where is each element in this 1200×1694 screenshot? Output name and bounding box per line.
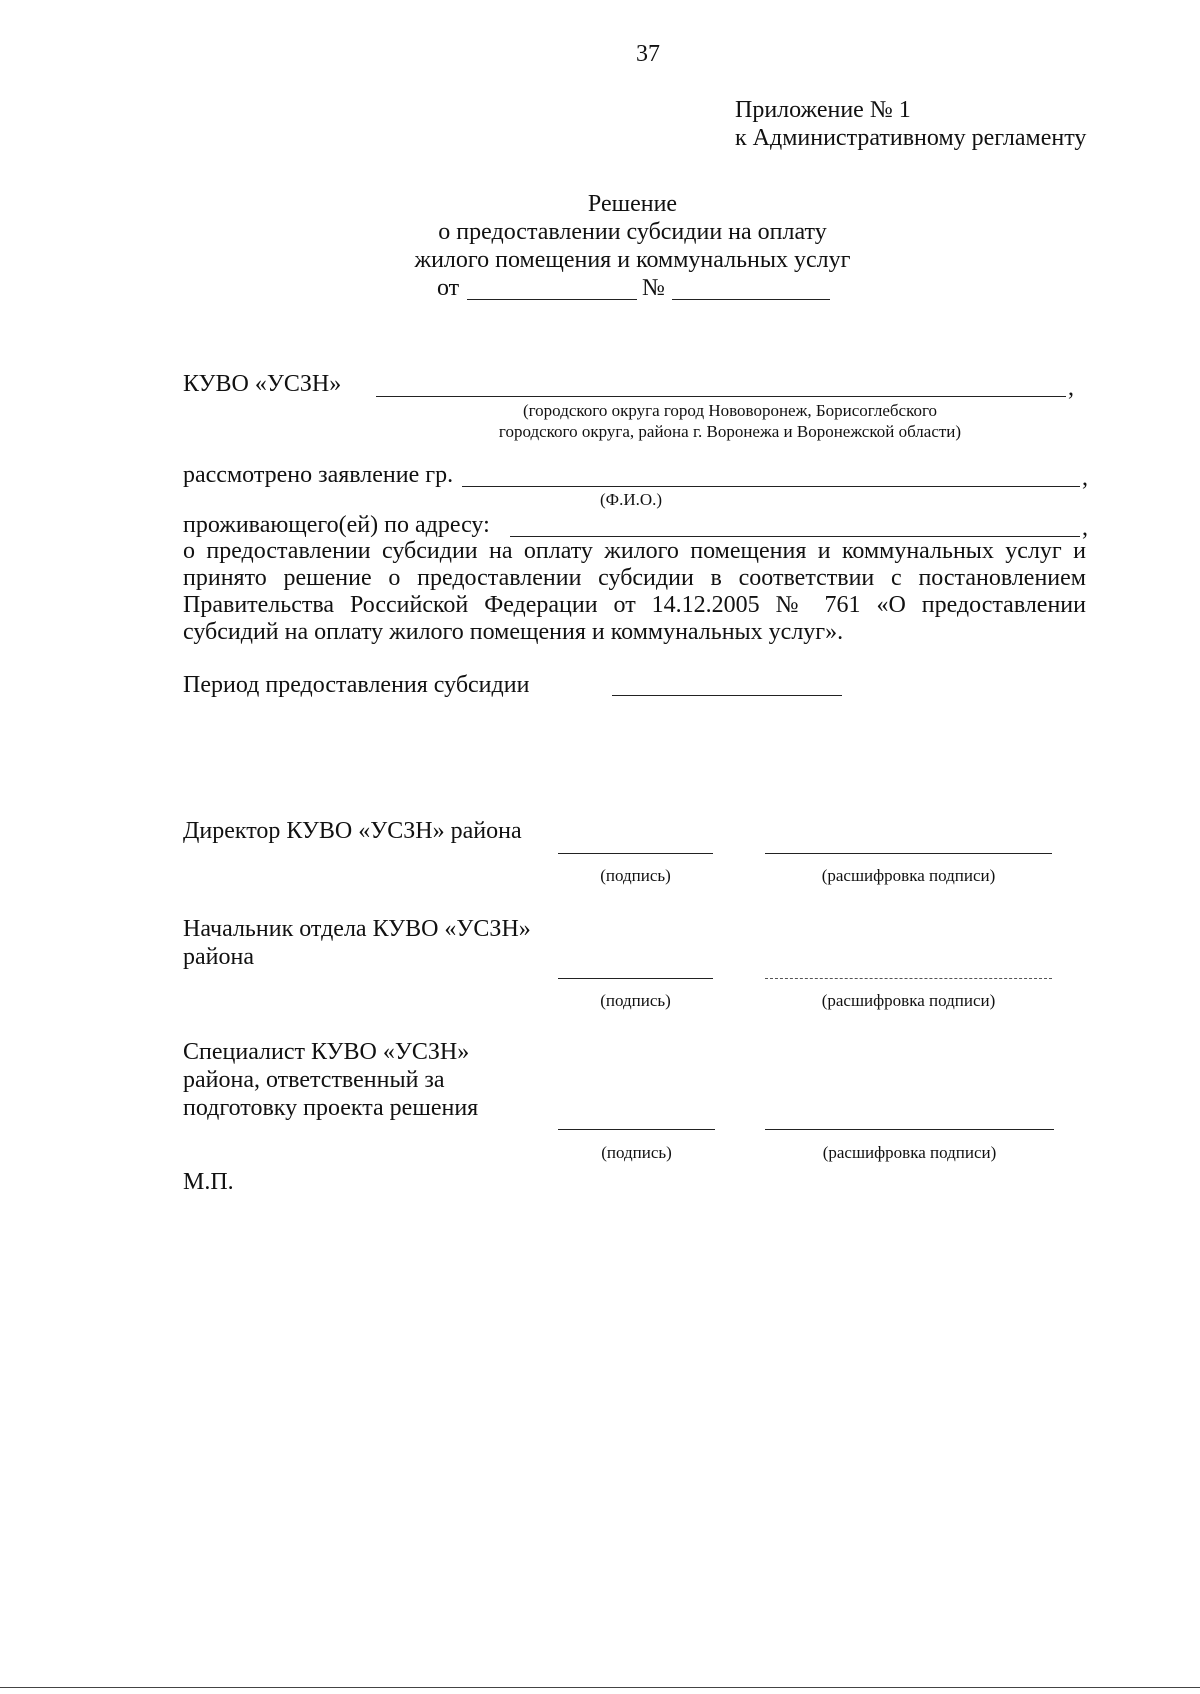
appendix-line-2: к Административному регламенту [735, 125, 1087, 151]
head-sign-hint: (подпись) [600, 991, 671, 1010]
number-sign: № [642, 275, 665, 301]
director-signature-field[interactable] [558, 853, 713, 854]
page-number: 37 [636, 41, 660, 67]
specialist-title-line-2: района, ответственный за [183, 1067, 445, 1093]
head-decode-field[interactable] [765, 978, 1052, 979]
address-field[interactable] [510, 536, 1080, 537]
director-decode-field[interactable] [765, 853, 1052, 854]
specialist-sign-hint: (подпись) [601, 1143, 672, 1162]
stamp-place: М.П. [183, 1169, 234, 1195]
page-bottom-edge [0, 1687, 1200, 1688]
org-comma: , [1068, 375, 1074, 401]
head-signature-field[interactable] [558, 978, 713, 979]
director-decode-hint: (расшифровка подписи) [821, 866, 996, 885]
specialist-decode-hint: (расшифровка подписи) [822, 1143, 997, 1162]
specialist-title-line-3: подготовку проекта решения [183, 1095, 479, 1121]
body-line-3: Правительства Российской Федерации от 14.12.2005 № 761 «О предоставлении [183, 592, 1086, 618]
head-title-line-2: района [183, 944, 254, 970]
org-hint-2: городского округа, района г. Воронежа и Воронежской области) [498, 422, 962, 441]
title-line-1: Решение [587, 191, 678, 217]
org-hint-1: (городского округа город Нововоронеж, Борисоглебского [522, 401, 938, 420]
body-line-2: принято решение о предоставлении субсидии в соответствии с постановлением [183, 565, 1086, 591]
org-label: КУВО «УСЗН» [183, 371, 342, 397]
appendix-line-1: Приложение № 1 [735, 97, 911, 123]
period-field[interactable] [612, 695, 842, 696]
director-title: Директор КУВО «УСЗН» района [183, 818, 522, 844]
applicant-field[interactable] [462, 486, 1080, 487]
org-field[interactable] [376, 396, 1066, 397]
period-label: Период предоставления субсидии [183, 672, 530, 698]
director-sign-hint: (подпись) [600, 866, 671, 885]
specialist-title-line-1: Специалист КУВО «УСЗН» [183, 1039, 470, 1065]
specialist-signature-field[interactable] [558, 1129, 715, 1130]
date-prefix: от [437, 275, 460, 301]
date-field[interactable] [467, 299, 637, 300]
body-line-4: субсидий на оплату жилого помещения и коммунальных услуг». [183, 619, 844, 645]
address-comma: , [1082, 515, 1088, 541]
head-title-line-1: Начальник отдела КУВО «УСЗН» [183, 916, 531, 942]
title-line-2: о предоставлении субсидии на оплату [438, 219, 827, 245]
applicant-hint: (Ф.И.О.) [600, 490, 663, 509]
specialist-decode-field[interactable] [765, 1129, 1054, 1130]
applicant-label: рассмотрено заявление гр. [183, 462, 454, 488]
body-line-1: о предоставлении субсидии на оплату жилого помещения и коммунальных услуг и [183, 538, 1086, 564]
number-field[interactable] [672, 299, 830, 300]
address-label: проживающего(ей) по адресу: [183, 512, 490, 538]
title-line-3: жилого помещения и коммунальных услуг [414, 247, 851, 273]
applicant-comma: , [1082, 465, 1088, 491]
head-decode-hint: (расшифровка подписи) [821, 991, 996, 1010]
